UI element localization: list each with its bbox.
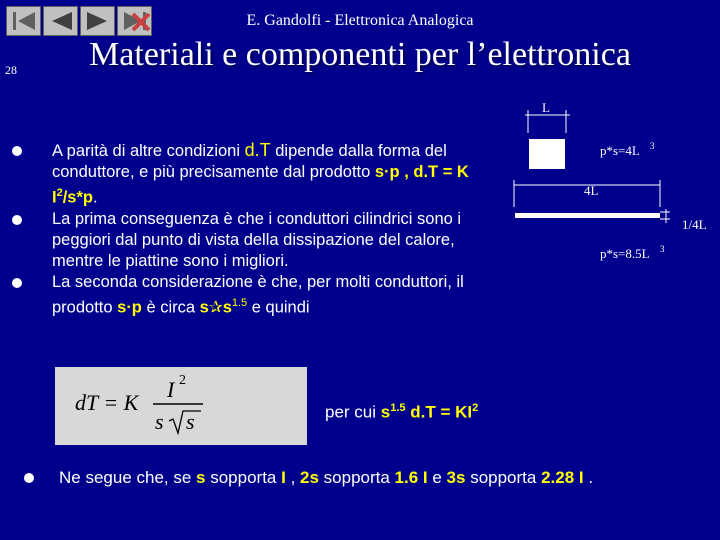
superscript: 2: [56, 187, 63, 199]
bullet-3: [12, 272, 497, 319]
formula-numerator: I: [167, 377, 175, 402]
text: sopporta: [465, 468, 542, 487]
formula-den-s: s: [155, 409, 164, 434]
label-4L: 4L: [584, 183, 599, 198]
highlight-s: s: [196, 468, 206, 487]
flat-conductor: [515, 213, 660, 218]
highlight-2s: 2s: [300, 468, 319, 487]
text: per cui: [325, 402, 381, 422]
bullet-dot-icon: [12, 215, 22, 225]
formula-den-sqrt-s: s: [186, 409, 195, 434]
text: .: [92, 188, 98, 207]
highlight-formula: s·p , d.T = K I: [52, 163, 469, 207]
bullet-1: [12, 140, 497, 209]
label-L: L: [542, 100, 550, 115]
formula-box: [55, 367, 307, 445]
close-icon: [128, 9, 154, 35]
label-ps-2: p*s=8.5L: [600, 246, 650, 261]
bullet-2: [12, 209, 497, 272]
label-1-4L: 1/4L: [682, 217, 707, 232]
bullet-dot-icon: [12, 146, 22, 156]
highlight-s: s: [199, 298, 209, 316]
text: sopporta: [318, 468, 395, 487]
bullet-4: [24, 467, 720, 488]
conductor-diagram: [500, 95, 718, 275]
slide-title: Materiali e componenti per l’elettronica: [89, 36, 631, 73]
highlight-sp: s·p: [117, 298, 142, 316]
text: Ne segue che, se: [59, 468, 197, 487]
per-cui-line: [325, 402, 478, 423]
first-icon: [11, 10, 37, 32]
text: sopporta: [205, 468, 282, 487]
prev-icon: [48, 10, 74, 32]
highlight-1-6I: 1.6 I: [394, 468, 428, 487]
highlight-formula: d.T = KI: [405, 402, 473, 422]
highlight-s: s: [380, 402, 391, 422]
formula-image: [55, 367, 307, 445]
bullet-dot-icon: [24, 473, 34, 483]
page-number: 28: [5, 63, 17, 77]
formula-lhs: dT = K: [75, 390, 139, 415]
formula-exponent: 2: [179, 373, 186, 388]
next-slide-button[interactable]: [80, 6, 115, 36]
highlight-s: s: [222, 298, 232, 316]
text: e quindi: [247, 298, 310, 316]
superscript: 1.5: [231, 296, 248, 309]
header-subtitle: E. Gandolfi - Elettronica Analogica: [246, 12, 474, 29]
first-slide-button[interactable]: [6, 6, 41, 36]
highlight-I: I: [281, 468, 286, 487]
star-icon: ✰: [208, 298, 223, 316]
text: La seconda considerazione è che, per molti conduttori, il prodotto: [52, 272, 464, 316]
text: La prima conseguenza è che i conduttori cilindrici sono i peggiori dal punto di vista della dissipazione del calore, mentre le piattine sono i migliori.: [52, 209, 462, 270]
superscript: 1.5: [390, 402, 406, 414]
square-conductor: [529, 139, 565, 169]
highlight-dT: d.T: [244, 140, 271, 160]
highlight-3s: 3s: [446, 468, 466, 487]
next-icon: [85, 10, 111, 32]
highlight-2-28I: 2.28 I: [541, 468, 584, 487]
text: A parità di altre condizioni: [52, 142, 245, 160]
previous-slide-button[interactable]: [43, 6, 78, 36]
text: ,: [285, 468, 301, 487]
highlight-formula-end: /s*p: [62, 188, 93, 207]
superscript: 2: [472, 402, 479, 414]
close-button[interactable]: [128, 9, 154, 35]
text: e: [427, 468, 447, 487]
label-ps-1-exp: 3: [650, 141, 655, 151]
text: .: [583, 468, 594, 487]
bullet-list: [12, 140, 497, 318]
label-ps-1: p*s=4L: [600, 143, 640, 158]
bullet-dot-icon: [12, 278, 22, 288]
label-ps-2-exp: 3: [660, 244, 665, 254]
text: è circa: [141, 298, 200, 316]
text: dipende dalla forma del conduttore, e più precisamente dal prodotto: [52, 142, 447, 181]
